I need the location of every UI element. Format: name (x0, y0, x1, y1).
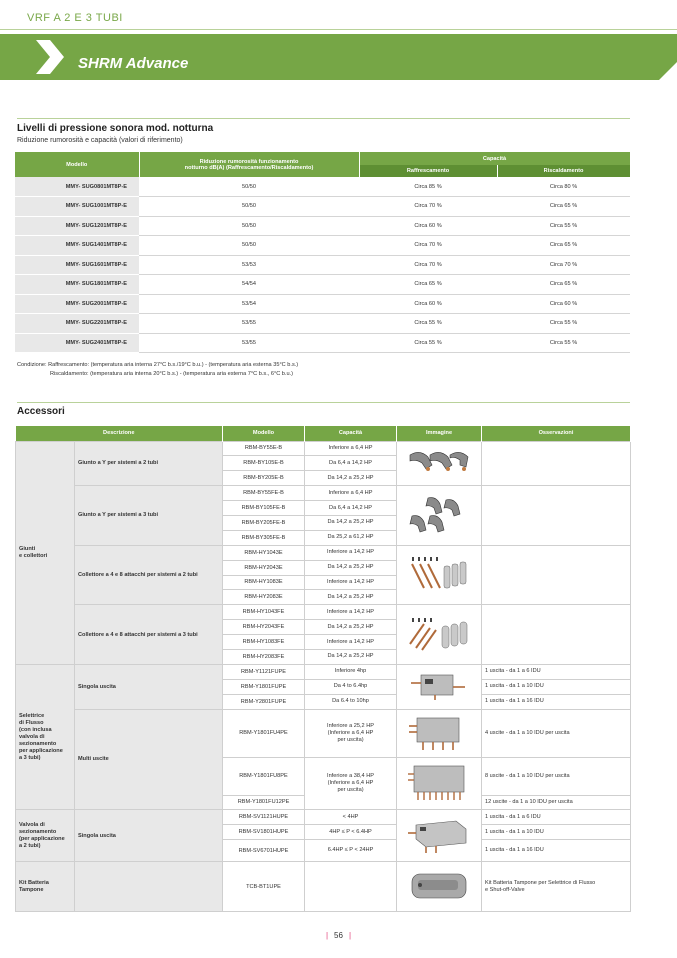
col-description: Descrizione (16, 426, 223, 441)
section-divider (17, 402, 630, 403)
cell-model: MMY- SUG0801MT8P-E (15, 177, 139, 197)
product-image (397, 709, 482, 757)
cell-reduction: 50/50 (139, 236, 359, 256)
product-image (397, 664, 482, 709)
cell-heating: Circa 55 % (497, 333, 630, 353)
chevron-right-icon (30, 40, 70, 74)
cell-model: MMY- SUG2201MT8P-E (15, 314, 139, 334)
cell-reduction: 53/55 (139, 314, 359, 334)
product-illustration (406, 868, 472, 904)
accessories-title: Accessori (17, 406, 65, 417)
cell-heating: Circa 60 % (497, 294, 630, 314)
cell-model: RBM-SV1121HUPE (223, 810, 305, 825)
table-row (16, 605, 631, 620)
cell-notes: 1 uscita - da 1 a 6 IDU (482, 664, 631, 679)
cell-cooling: Circa 70 % (359, 197, 497, 217)
cell-model: MMY- SUG2401MT8P-E (15, 333, 139, 353)
col-cooling: Raffrescamento (359, 165, 497, 177)
cell-capacity: Da 14,2 a 25,2 HP (305, 560, 397, 575)
cell-capacity: < 4HP (305, 810, 397, 825)
cell-notes: 1 uscita - da 1 a 16 IDU (482, 840, 631, 862)
table-row (15, 294, 630, 314)
cell-capacity: Inferiore a 14,2 HP (305, 545, 397, 560)
cell-reduction: 50/50 (139, 197, 359, 217)
banner-title: SHRM Advance (78, 55, 189, 72)
noise-subtitle: Riduzione rumorosità e capacità (valori di riferimento) (17, 137, 183, 144)
sub-label: Collettore a 4 e 8 attacchi per sistemi a 3 tubi (75, 605, 223, 665)
cell-reduction: 53/55 (139, 333, 359, 353)
cell-capacity: Da 14,2 a 25,2 HP (305, 590, 397, 605)
sub-label: Singola uscita (75, 664, 223, 709)
cell-capacity: Inferiore a 14,2 HP (305, 635, 397, 650)
product-illustration (404, 614, 474, 654)
cell-reduction: 54/54 (139, 275, 359, 295)
cell-heating: Circa 80 % (497, 177, 630, 197)
sub-label: Multi uscite (75, 709, 223, 810)
cell-model: TCB-BT1UPE (223, 862, 305, 912)
page-number: 56 (334, 931, 343, 940)
cell-capacity: Da 14,2 a 25,2 HP (305, 471, 397, 486)
cell-notes: Kit Batteria Tampone per Selettrice di Flusso e Shut-off-Valve (482, 862, 631, 912)
product-illustration (406, 760, 472, 804)
product-image (397, 486, 482, 546)
cell-capacity: Da 14,2 a 25,2 HP (305, 515, 397, 530)
cell-reduction: 50/50 (139, 177, 359, 197)
col-acc-model: Modello (223, 426, 305, 441)
cell-model: RBM-HY1083E (223, 575, 305, 590)
cell-model: RBM-Y1801FUPE (223, 679, 305, 694)
cell-capacity: Inferiore a 25,2 HP (Inferiore a 6,4 HP per uscita) (305, 709, 397, 757)
cell-capacity: Da 6,4 a 14,2 HP (305, 456, 397, 471)
cell-model: RBM-Y2801FUPE (223, 694, 305, 709)
cell-reduction: 50/50 (139, 216, 359, 236)
cell-model: RBM-HY2083FE (223, 649, 305, 664)
sub-label: Singola uscita (75, 810, 223, 862)
cell-capacity: Da 6,4 a 14,2 HP (305, 501, 397, 516)
product-illustration (409, 671, 469, 701)
cell-notes: 8 uscite - da 1 a 10 IDU per uscita (482, 757, 631, 795)
group-label: Valvola di sezionamento (per applicazione a 2 tubi) (16, 810, 75, 862)
cell-heating: Circa 65 % (497, 197, 630, 217)
cell-reduction: 53/54 (139, 294, 359, 314)
cell-capacity: Da 4 to 6.4hp (305, 679, 397, 694)
cell-model: RBM-HY1043E (223, 545, 305, 560)
product-illustration (406, 445, 472, 479)
cell-notes: 1 uscita - da 1 a 6 IDU (482, 810, 631, 825)
cell-capacity: Inferiore a 14,2 HP (305, 575, 397, 590)
table-row (15, 333, 630, 353)
cell-capacity: Inferiore a 14,2 HP (305, 605, 397, 620)
product-image (397, 605, 482, 665)
cell-notes: 1 uscita - da 1 a 10 IDU (482, 825, 631, 840)
cell-cooling: Circa 70 % (359, 255, 497, 275)
cell-model: MMY- SUG1601MT8P-E (15, 255, 139, 275)
cell-capacity: Inferiore a 6,4 HP (305, 441, 397, 456)
table-row (16, 486, 631, 501)
product-illustration (406, 815, 472, 855)
cell-capacity: 6.4HP ≤ P < 24HP (305, 840, 397, 862)
cell-notes: 1 uscita - da 1 a 10 IDU (482, 679, 631, 694)
col-reduction-line1: Riduzione rumorosità funzionamento (199, 158, 299, 165)
header-divider (0, 29, 677, 30)
cell-capacity (305, 862, 397, 912)
col-reduction (139, 152, 359, 177)
group-label: Giunti e collettori (16, 441, 75, 664)
table-row (16, 441, 631, 456)
cell-model: MMY- SUG1201MT8P-E (15, 216, 139, 236)
sub-label (75, 862, 223, 912)
table-row (15, 275, 630, 295)
cell-model: RBM-BY55FE-B (223, 486, 305, 501)
cell-capacity: Inferiore a 6,4 HP (305, 486, 397, 501)
cell-cooling: Circa 70 % (359, 236, 497, 256)
group-label: Selettrice di Flusso (con inclusa valvola di sezionamento per applicazione a 3 tubi) (16, 664, 75, 810)
table-row (15, 314, 630, 334)
cell-model: RBM-HY2043E (223, 560, 305, 575)
cell-model: RBM-Y1801FU12PE (223, 795, 305, 810)
col-model: Modello (15, 152, 139, 177)
cell-cooling: Circa 55 % (359, 333, 497, 353)
cell-capacity: Da 6.4 to 10hp (305, 694, 397, 709)
cell-model: RBM-BY55E-B (223, 441, 305, 456)
table-row (16, 545, 631, 560)
cell-model: MMY- SUG2001MT8P-E (15, 294, 139, 314)
sub-label: Giunto a Y per sistemi a 3 tubi (75, 486, 223, 546)
condition-label: Condizione: (17, 362, 47, 368)
cell-cooling: Circa 60 % (359, 216, 497, 236)
cell-model: RBM-BY105FE-B (223, 501, 305, 516)
title-banner (0, 34, 677, 80)
table-row (16, 664, 631, 679)
section-divider (17, 118, 630, 119)
condition-line1: Raffrescamento: (temperatura aria interna 27°C b.s./19°C b.u.) - (temperatura aria esterna 35°C b.s.) (48, 362, 299, 368)
accessories-table (15, 426, 631, 912)
sub-label: Collettore a 4 e 8 attacchi per sistemi a 2 tubi (75, 545, 223, 605)
cell-capacity: Inferiore 4hp (305, 664, 397, 679)
table-row (15, 236, 630, 256)
cell-cooling: Circa 65 % (359, 275, 497, 295)
sub-label: Giunto a Y per sistemi a 2 tubi (75, 441, 223, 486)
cell-model: MMY- SUG1801MT8P-E (15, 275, 139, 295)
cell-heating: Circa 65 % (497, 275, 630, 295)
cell-notes (482, 486, 631, 546)
table-row (15, 255, 630, 275)
cell-notes (482, 545, 631, 605)
cell-model: RBM-BY105E-B (223, 456, 305, 471)
page-footer: | 56 | (325, 931, 352, 940)
product-image (397, 810, 482, 862)
cell-notes: 12 uscite - da 1 a 10 IDU per uscita (482, 795, 631, 810)
cell-notes: 1 uscita - da 1 a 16 IDU (482, 694, 631, 709)
cell-cooling: Circa 85 % (359, 177, 497, 197)
cell-model: RBM-BY205FE-B (223, 515, 305, 530)
section-header: VRF A 2 E 3 TUBI (27, 12, 123, 24)
table-row (16, 862, 631, 912)
condition-line2: Riscaldamento: (temperatura aria interna 20°C b.s.) - (temperatura aria esterna 7°C b.s., 6°C b.u.) (50, 370, 293, 377)
cell-capacity: Da 25,2 a 61,2 HP (305, 530, 397, 545)
noise-table (15, 152, 631, 353)
col-image: Immagine (397, 426, 482, 441)
cell-model: RBM-HY1083FE (223, 635, 305, 650)
table-row (15, 216, 630, 236)
col-capacity: Capacità (359, 152, 630, 165)
cell-heating: Circa 55 % (497, 216, 630, 236)
cell-model: RBM-HY2043FE (223, 620, 305, 635)
product-illustration (404, 554, 474, 594)
conditions-note (17, 361, 298, 378)
cell-heating: Circa 65 % (497, 236, 630, 256)
product-image (397, 545, 482, 605)
table-row (16, 810, 631, 825)
cell-cooling: Circa 60 % (359, 294, 497, 314)
cell-model: MMY- SUG1401MT8P-E (15, 236, 139, 256)
cell-model: RBM-BY305FE-B (223, 530, 305, 545)
cell-model: MMY- SUG1001MT8P-E (15, 197, 139, 217)
product-image (397, 441, 482, 486)
cell-heating: Circa 70 % (497, 255, 630, 275)
cell-model: RBM-SV6701HUPE (223, 840, 305, 862)
banner-corner (659, 62, 677, 80)
col-heating: Riscaldamento (497, 165, 630, 177)
cell-model: RBM-BY205E-B (223, 471, 305, 486)
cell-heating: Circa 55 % (497, 314, 630, 334)
col-acc-capacity: Capacità (305, 426, 397, 441)
cell-model: RBM-SV1801HUPE (223, 825, 305, 840)
cell-cooling: Circa 55 % (359, 314, 497, 334)
cell-model: RBM-HY1043FE (223, 605, 305, 620)
col-reduction-line2: notturno dB(A) (Raffrescamento/Riscaldamento) (184, 164, 314, 171)
cell-model: RBM-Y1121FUPE (223, 664, 305, 679)
cell-notes (482, 605, 631, 665)
product-image (397, 757, 482, 810)
col-notes: Osservazioni (482, 426, 631, 441)
cell-capacity: Da 14,2 a 25,2 HP (305, 620, 397, 635)
cell-model: RBM-HY2083E (223, 590, 305, 605)
noise-title: Livelli di pressione sonora mod. notturna (17, 123, 214, 134)
cell-capacity: Inferiore a 38,4 HP (Inferiore a 6,4 HP per uscita) (305, 757, 397, 810)
product-illustration (408, 494, 470, 534)
group-label: Kit Batteria Tampone (16, 862, 75, 912)
cell-capacity: 4HP ≤ P < 6.4HP (305, 825, 397, 840)
product-illustration (407, 712, 471, 752)
cell-notes: 4 uscite - da 1 a 10 IDU per uscita (482, 709, 631, 757)
cell-notes (482, 441, 631, 486)
cell-model: RBM-Y1801FU4PE (223, 709, 305, 757)
cell-reduction: 53/53 (139, 255, 359, 275)
cell-capacity: Da 14,2 a 25,2 HP (305, 649, 397, 664)
table-row (15, 197, 630, 217)
table-row (16, 709, 631, 757)
battery-kit-image (397, 862, 482, 912)
cell-model: RBM-Y1801FU8PE (223, 757, 305, 795)
table-row (15, 177, 630, 197)
